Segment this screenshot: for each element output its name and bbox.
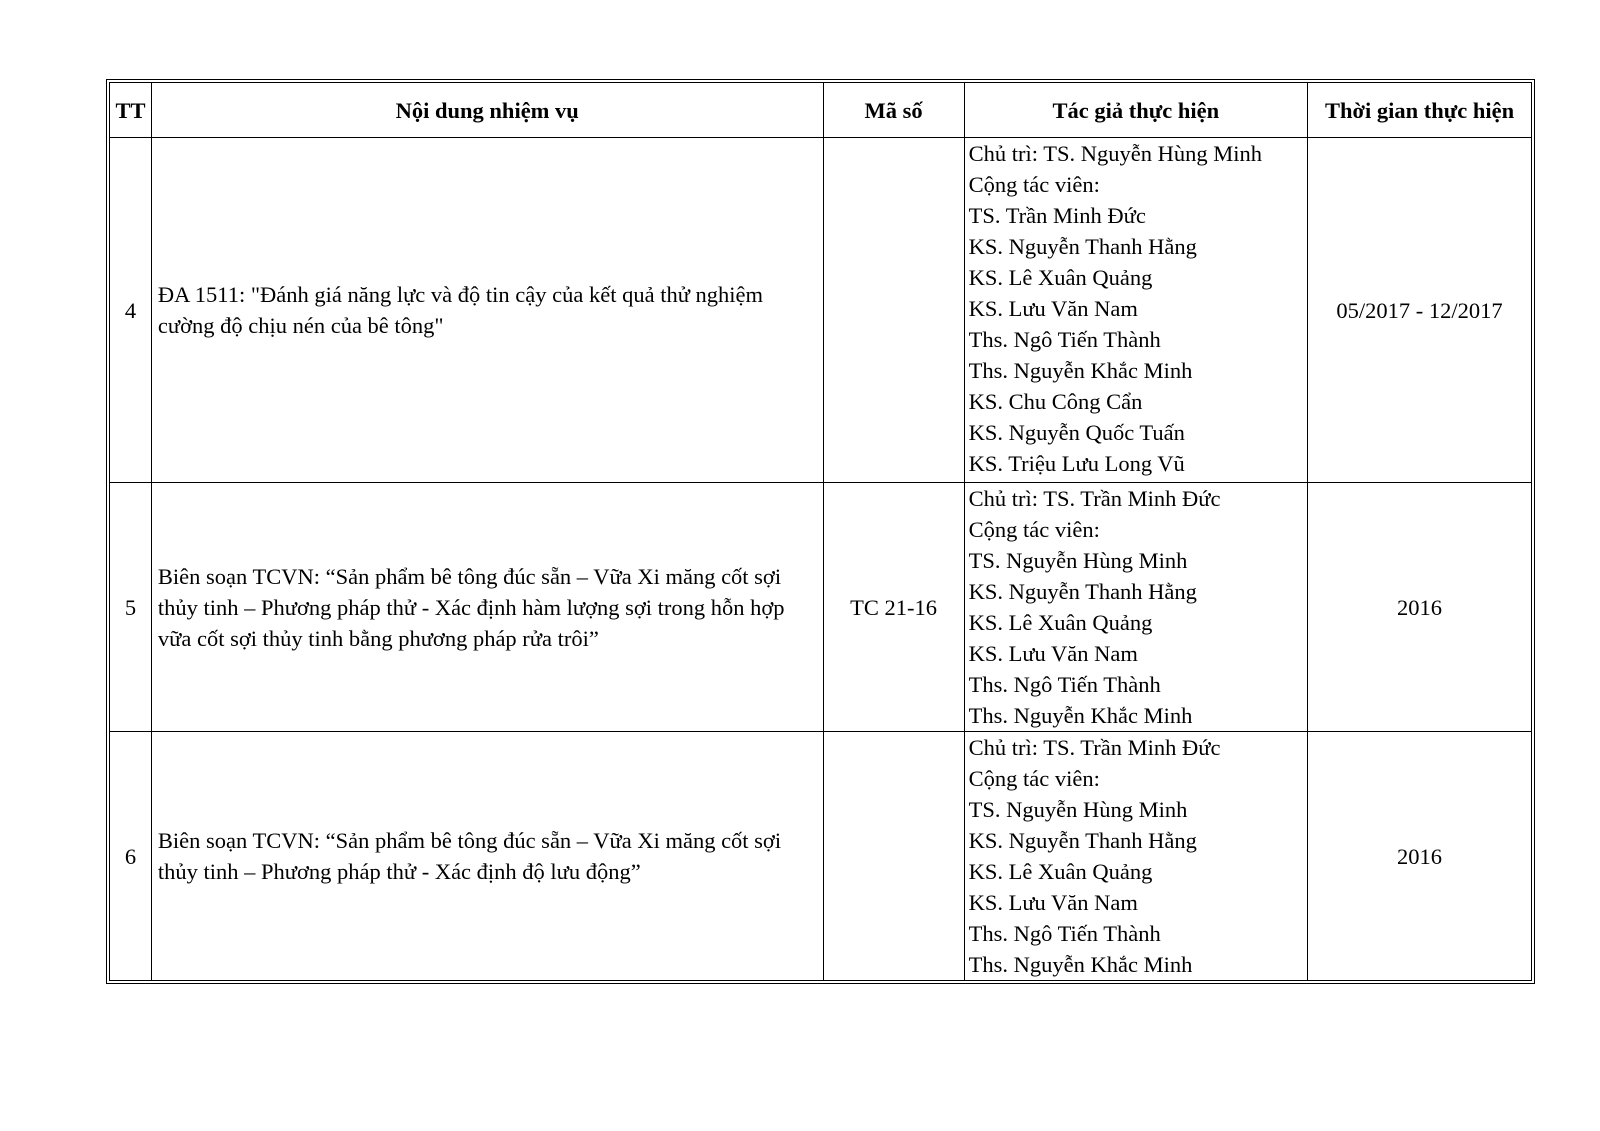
task-time: 05/2017 - 12/2017 [1308, 138, 1532, 483]
author-line: TS. Trần Minh Đức [968, 203, 1146, 228]
author-line: Chủ trì: TS. Nguyễn Hùng Minh [968, 141, 1262, 166]
author-line: Cộng tác viên: [968, 517, 1100, 542]
author-line: KS. Triệu Lưu Long Vũ [968, 451, 1185, 476]
author-line: Chủ trì: TS. Trần Minh Đức [968, 735, 1221, 760]
author-line: KS. Nguyễn Thanh Hằng [968, 579, 1197, 604]
header-time: Thời gian thực hiện [1308, 83, 1532, 138]
author-line: Ths. Nguyễn Khắc Minh [968, 703, 1193, 728]
table-row [110, 483, 1532, 732]
header-code: Mã số [823, 83, 964, 138]
header-authors: Tác giả thực hiện [964, 83, 1307, 138]
task-authors [964, 732, 1307, 981]
author-line: KS. Lê Xuân Quảng [968, 610, 1153, 635]
author-line: TS. Nguyễn Hùng Minh [968, 548, 1188, 573]
author-line: Ths. Ngô Tiến Thành [968, 327, 1161, 352]
task-content: Biên soạn TCVN: “Sản phẩm bê tông đúc sẵn – Vữa Xi măng cốt sợi thủy tinh – Phương pháp thử - Xác định hàm lượng sợi trong hỗn hợp vữa cốt sợi thủy tinh bằng phương pháp rửa trôi” [151, 483, 823, 732]
header-content: Nội dung nhiệm vụ [151, 83, 823, 138]
author-line: KS. Lưu Văn Nam [968, 641, 1138, 666]
task-content: ĐA 1511: "Đánh giá năng lực và độ tin cậy của kết quả thử nghiệm cường độ chịu nén của bê tông" [151, 138, 823, 483]
task-code [823, 732, 964, 981]
author-line: Cộng tác viên: [968, 172, 1100, 197]
author-line: Cộng tác viên: [968, 766, 1100, 791]
task-time: 2016 [1308, 732, 1532, 981]
task-authors [964, 138, 1307, 483]
task-code [823, 138, 964, 483]
task-table [109, 82, 1532, 981]
author-line: Ths. Nguyễn Khắc Minh [968, 952, 1193, 977]
author-line: KS. Lưu Văn Nam [968, 890, 1138, 915]
author-line: KS. Lê Xuân Quảng [968, 859, 1153, 884]
table-row [110, 732, 1532, 981]
row-number: 6 [110, 732, 152, 981]
task-table-frame [106, 79, 1535, 984]
task-content: Biên soạn TCVN: “Sản phẩm bê tông đúc sẵn – Vữa Xi măng cốt sợi thủy tinh – Phương pháp thử - Xác định độ lưu động” [151, 732, 823, 981]
author-line: Ths. Nguyễn Khắc Minh [968, 358, 1193, 383]
table-row [110, 138, 1532, 483]
table-header-row [110, 83, 1532, 138]
author-line: KS. Nguyễn Quốc Tuấn [968, 420, 1185, 445]
author-line: Ths. Ngô Tiến Thành [968, 921, 1161, 946]
author-line: Ths. Ngô Tiến Thành [968, 672, 1161, 697]
author-line: TS. Nguyễn Hùng Minh [968, 797, 1188, 822]
task-authors [964, 483, 1307, 732]
author-line: KS. Lưu Văn Nam [968, 296, 1138, 321]
author-line: KS. Nguyễn Thanh Hằng [968, 234, 1197, 259]
author-line: KS. Chu Công Cẩn [968, 389, 1143, 414]
author-line: KS. Lê Xuân Quảng [968, 265, 1153, 290]
task-time: 2016 [1308, 483, 1532, 732]
author-line: Chủ trì: TS. Trần Minh Đức [968, 486, 1221, 511]
row-number: 5 [110, 483, 152, 732]
task-code: TC 21-16 [823, 483, 964, 732]
author-line: KS. Nguyễn Thanh Hằng [968, 828, 1197, 853]
row-number: 4 [110, 138, 152, 483]
header-tt: TT [110, 83, 152, 138]
